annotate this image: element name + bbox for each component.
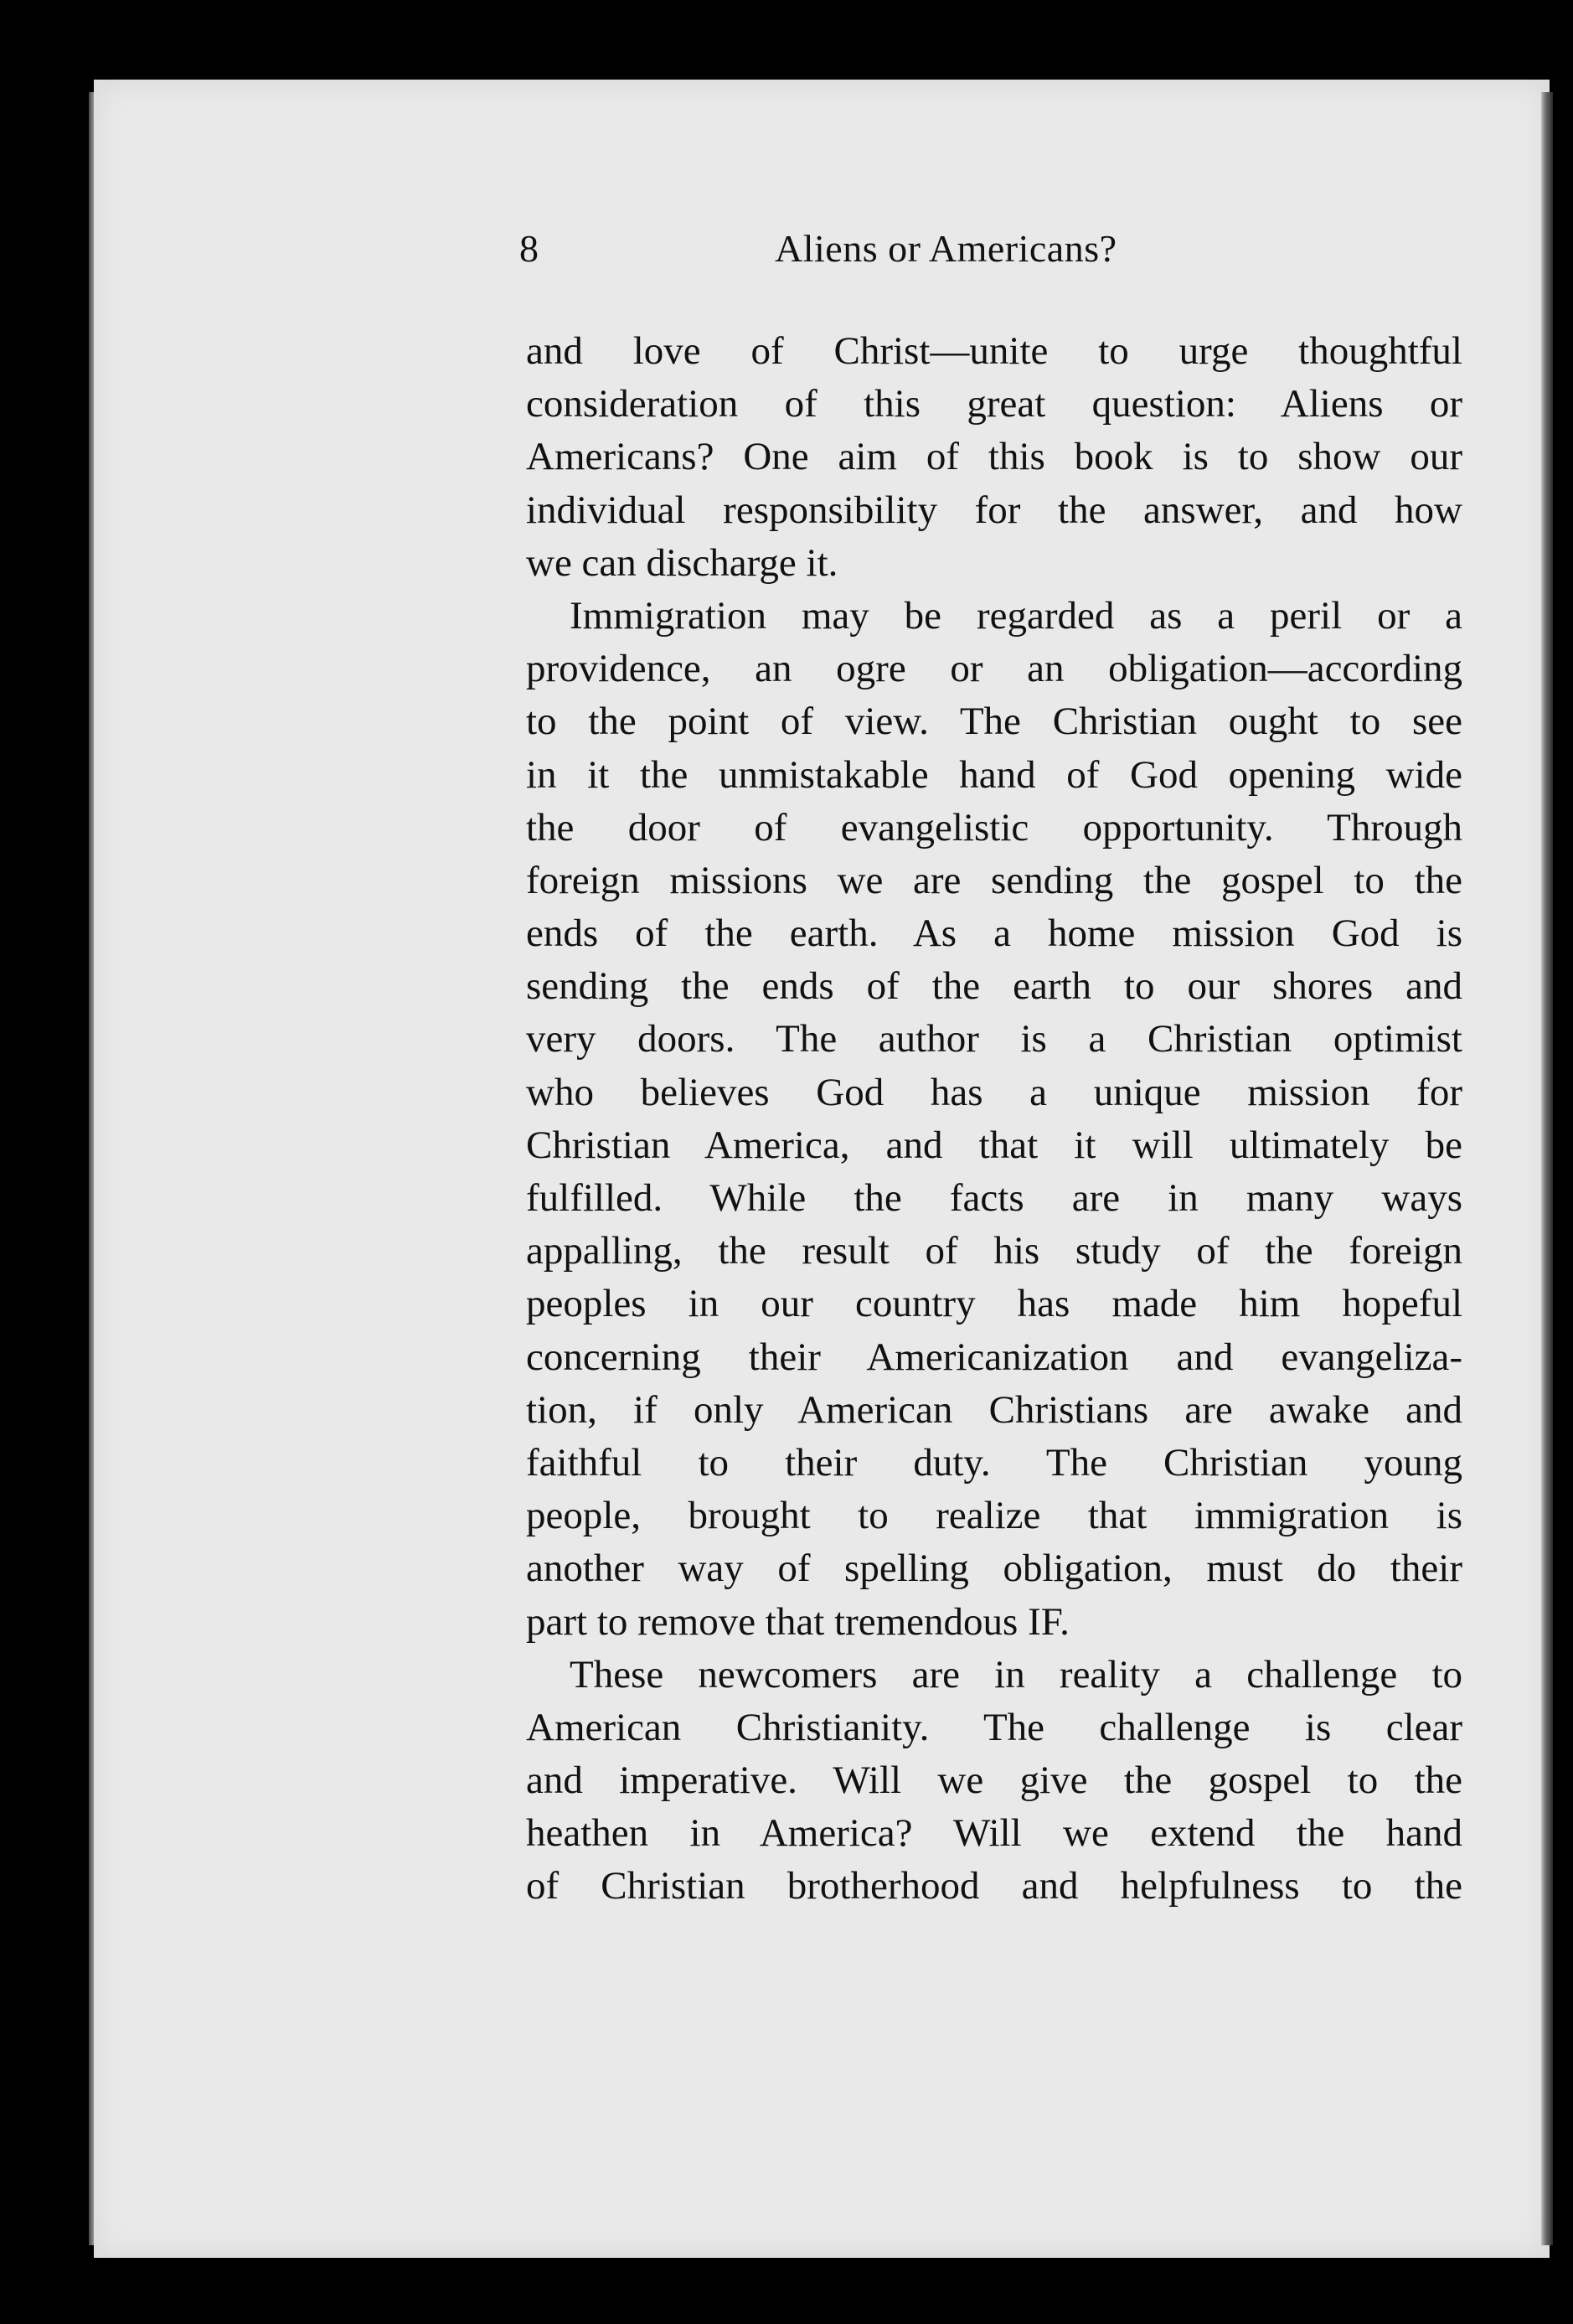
text-line: ends of the earth. As a home mission God is — [526, 912, 1462, 956]
text-line: to the point of view. The Christian ought to see — [526, 700, 1462, 744]
text-line: tion, if only American Christians are awake and — [526, 1387, 1462, 1432]
text-line: faithful to their duty. The Christian young — [526, 1440, 1462, 1485]
text-line: people, brought to realize that immigration is — [526, 1494, 1462, 1538]
text-line: and love of Christ—unite to urge thoughtful — [526, 329, 1462, 373]
text-line: These newcomers are in reality a challenge to — [570, 1652, 1462, 1697]
text-line: appalling, the result of his study of the foreign — [526, 1229, 1462, 1273]
paragraph — [526, 1649, 1462, 1913]
page-edge-right — [1541, 92, 1553, 2245]
text-line: who believes God has a unique mission for — [526, 1070, 1462, 1114]
page-number: 8 — [519, 227, 539, 270]
text-line: another way of spelling obligation, must do their — [526, 1547, 1462, 1591]
text-line: Immigration may be regarded as a peril or a — [570, 593, 1462, 638]
paragraph — [526, 325, 1462, 590]
text-line: concerning their Americanization and evangeliza- — [526, 1335, 1462, 1379]
text-line: we can discharge it. — [526, 540, 838, 585]
text-line: very doors. The author is a Christian optimist — [526, 1017, 1462, 1061]
text-line: peoples in our country has made him hopeful — [526, 1282, 1462, 1326]
text-line: Christian America, and that it will ultimately be — [526, 1123, 1462, 1167]
paragraph — [526, 590, 1462, 1649]
text-line: consideration of this great question: Aliens or — [526, 382, 1462, 426]
text-line: providence, an ogre or an obligation—according — [526, 647, 1462, 691]
text-line: fulfilled. While the facts are in many ways — [526, 1176, 1462, 1220]
text-line: heathen in America? Will we extend the hand — [526, 1811, 1462, 1856]
text-line: and imperative. Will we give the gospel to the — [526, 1758, 1462, 1803]
text-line: in it the unmistakable hand of God opening wide — [526, 752, 1462, 797]
text-line: individual responsibility for the answer, and how — [526, 488, 1462, 532]
text-line: Americans? One aim of this book is to show our — [526, 435, 1462, 479]
text-line: of Christian brotherhood and helpfulness to the — [526, 1864, 1462, 1908]
text-line: part to remove that tremendous IF. — [526, 1599, 1070, 1644]
running-head — [519, 226, 1466, 285]
text-line: American Christianity. The challenge is clear — [526, 1705, 1462, 1749]
text-line: sending the ends of the earth to our shores and — [526, 964, 1462, 1009]
running-title: Aliens or Americans? — [775, 227, 1117, 270]
text-line: the door of evangelistic opportunity. Through — [526, 805, 1462, 850]
body-text — [526, 325, 1462, 1913]
text-line: foreign missions we are sending the gospel to the — [526, 858, 1462, 902]
